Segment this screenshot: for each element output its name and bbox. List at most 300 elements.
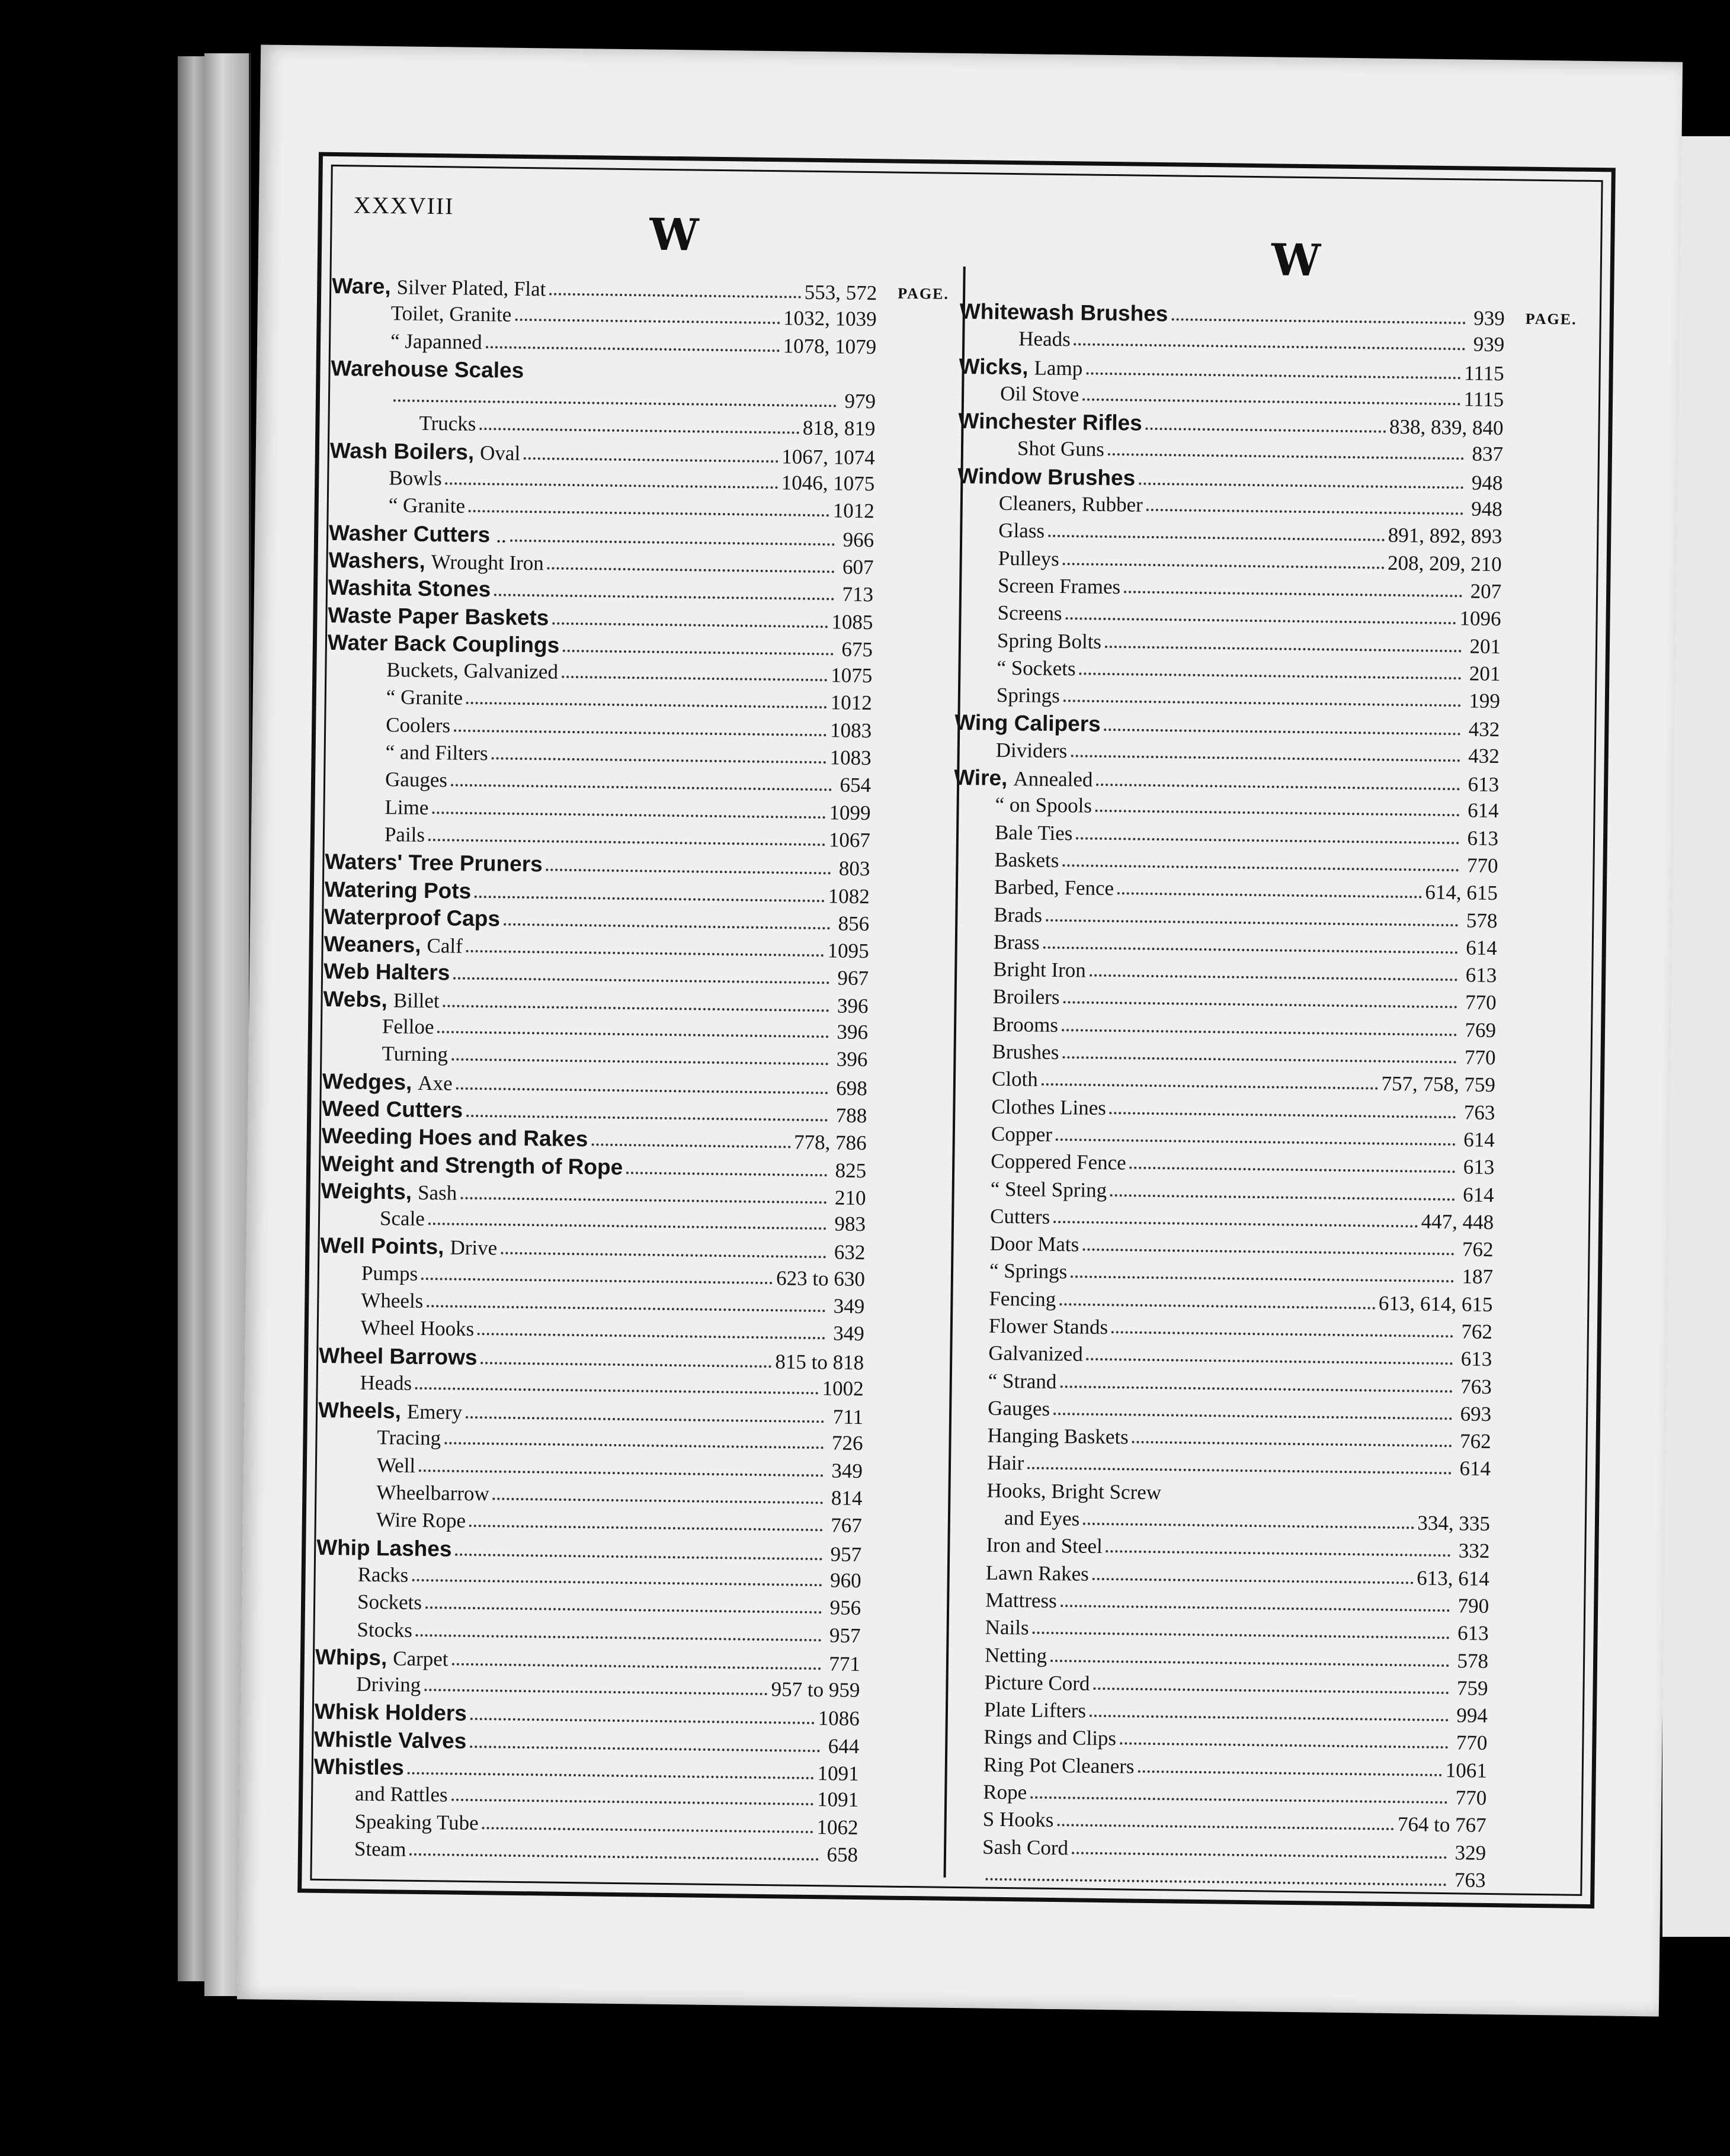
entry-subheading: Clothes Lines <box>991 1095 1107 1119</box>
dot-leader <box>1111 1331 1453 1337</box>
entry-page-number: 763 <box>1460 1374 1492 1398</box>
dot-leader <box>1095 810 1460 817</box>
entry-page-number: 960 <box>829 1568 861 1592</box>
entry-subheading: Speaking Tube <box>354 1810 479 1834</box>
dot-leader <box>504 923 830 929</box>
dot-leader <box>486 346 780 352</box>
dot-leader <box>1124 591 1462 597</box>
entry-subheading: Spring Bolts <box>997 628 1102 653</box>
entry-subheading: Coppered Fence <box>991 1149 1126 1175</box>
dot-leader <box>524 457 778 463</box>
entry-page-number: 713 <box>842 582 874 607</box>
entry-subheading: Picture Cord <box>984 1670 1090 1695</box>
entry-subheading: Sash Cord <box>982 1835 1069 1859</box>
entry-page-number: 939 <box>1473 332 1505 357</box>
dot-leader <box>469 510 829 516</box>
entry-heading: Watering Pots <box>324 877 472 903</box>
dot-leader <box>1110 1194 1455 1201</box>
entry-page-number: 966 <box>842 528 874 551</box>
entry-subheading: Stocks <box>357 1618 413 1642</box>
entry-page-number: 957 to 959 <box>771 1677 860 1702</box>
dot-leader <box>1065 617 1456 624</box>
dot-leader <box>1046 919 1458 926</box>
entry-page-number: 1002 <box>822 1377 864 1400</box>
entry-subheading: Sash <box>417 1180 457 1205</box>
entry-subheading: “ Sockets <box>997 656 1076 681</box>
entry-page-number: 856 <box>838 912 870 935</box>
dot-leader <box>985 1878 1446 1886</box>
dot-leader <box>482 1827 813 1833</box>
entry-subheading: Plate Lifters <box>983 1698 1087 1722</box>
dot-leader <box>393 399 837 407</box>
entry-subheading: “ on Spools <box>995 793 1093 818</box>
dot-leader <box>451 784 832 791</box>
entry-page-number: 815 to 818 <box>775 1349 864 1374</box>
dot-leader <box>547 567 835 573</box>
dot-leader <box>1093 1687 1449 1694</box>
dot-leader <box>1057 1824 1394 1830</box>
dot-leader <box>1139 482 1463 489</box>
dot-leader <box>1105 646 1462 652</box>
dot-leader <box>1061 1605 1450 1612</box>
right-column-letter: W <box>1271 235 1319 287</box>
entry-heading: Weaners, <box>323 932 421 958</box>
dot-leader <box>1093 1577 1414 1584</box>
entry-subheading: Copper <box>991 1122 1053 1146</box>
entry-subheading: .. <box>496 524 507 547</box>
dot-leader <box>1120 1743 1448 1749</box>
entry-subheading: Buckets, Galvanized <box>386 658 559 684</box>
entry-subheading: Pumps <box>361 1261 418 1285</box>
dot-leader <box>1063 563 1384 569</box>
entry-page-number: 396 <box>836 1047 868 1071</box>
entry-heading: Washer Cutters <box>328 520 491 547</box>
entry-page-number: 1032, 1039 <box>783 306 877 331</box>
entry-heading: Winchester Rifles <box>958 409 1142 435</box>
entry-page-number: 957 <box>829 1623 861 1647</box>
entry-subheading: Screen Frames <box>997 573 1121 599</box>
dot-leader <box>419 1470 824 1477</box>
entry-page-number: 332 <box>1458 1539 1490 1563</box>
entry-subheading: Brads <box>994 903 1043 927</box>
entry-page-number: 1095 <box>827 939 869 963</box>
entry-subheading: Wheel Hooks <box>360 1316 475 1341</box>
entry-page-number: 1099 <box>829 800 871 824</box>
entry-heading: Weights, <box>321 1178 412 1204</box>
entry-page-number: 769 <box>1465 1018 1497 1042</box>
entry-page-number: 788 <box>835 1103 867 1128</box>
entry-subheading: Netting <box>984 1643 1047 1667</box>
entry-subheading: Drive <box>450 1236 498 1260</box>
dot-leader <box>427 1305 825 1312</box>
entry-subheading: Pails <box>384 823 425 846</box>
dot-leader <box>456 1087 828 1094</box>
entry-subheading: Wire Rope <box>376 1508 466 1533</box>
dot-leader <box>1076 837 1459 844</box>
entry-page-number: 1012 <box>830 691 872 715</box>
entry-page-number: 1083 <box>829 746 872 770</box>
dot-leader <box>1082 1249 1454 1256</box>
entry-subheading: Mattress <box>985 1588 1058 1613</box>
right-page-header: PAGE. <box>1525 310 1577 328</box>
entry-subheading: and Eyes <box>1004 1506 1080 1531</box>
entry-heading: Warehouse Scales <box>331 355 524 383</box>
dot-leader <box>1090 974 1457 981</box>
entry-subheading: Cutters <box>989 1204 1050 1228</box>
dot-leader <box>1108 453 1464 460</box>
dot-leader <box>432 811 825 819</box>
entry-page-number: 693 <box>1460 1402 1492 1426</box>
dot-leader <box>454 729 826 736</box>
entry-heading: Whistles <box>313 1754 405 1780</box>
entry-heading: Whisk Holders <box>314 1699 467 1726</box>
dot-leader <box>1030 1796 1447 1804</box>
entry-page-number: 1083 <box>829 718 872 742</box>
entry-page-number: 698 <box>836 1076 868 1100</box>
dot-leader <box>1060 1385 1452 1393</box>
entry-subheading: Sockets <box>357 1590 422 1615</box>
entry-page-number: 623 to 630 <box>776 1266 866 1291</box>
dot-leader <box>492 757 826 763</box>
entry-subheading: Turning <box>382 1042 448 1066</box>
entry-page-number: 578 <box>1457 1648 1489 1673</box>
entry-subheading: Wheels <box>361 1288 424 1313</box>
dot-leader <box>466 950 824 957</box>
entry-page-number: 201 <box>1469 634 1501 658</box>
entry-subheading: Barbed, Fence <box>994 875 1114 900</box>
entry-subheading: Wrought Iron <box>431 550 544 575</box>
entry-page-number: 1082 <box>828 884 870 908</box>
dot-leader <box>408 1772 814 1779</box>
dot-leader <box>437 1031 829 1038</box>
dot-leader <box>1106 1550 1451 1557</box>
entry-heading: Well Points, <box>320 1233 444 1259</box>
entry-subheading: Oil Stove <box>999 381 1079 406</box>
entry-subheading: Driving <box>356 1672 421 1697</box>
dot-leader <box>1043 947 1457 954</box>
entry-subheading: Hooks, Bright Screw <box>986 1478 1162 1504</box>
entry-page-number: 396 <box>837 994 869 1018</box>
dot-leader <box>470 1746 820 1752</box>
entry-page-number: 994 <box>1456 1703 1488 1728</box>
entry-page-number: 349 <box>833 1321 864 1346</box>
dot-leader <box>501 1252 826 1259</box>
dot-leader <box>475 896 825 902</box>
page-numeral: XXXVIII <box>353 191 454 220</box>
entry-page-number: 614 <box>1467 798 1499 823</box>
entry-page-number: 979 <box>844 389 876 413</box>
entry-subheading: Shot Guns <box>1017 437 1105 461</box>
entry-page-number: 334, 335 <box>1417 1511 1491 1536</box>
dot-leader <box>1062 1029 1457 1036</box>
entry-page-number: 770 <box>1455 1786 1487 1810</box>
dot-leader <box>591 1144 790 1148</box>
entry-heading: Wash Boilers, <box>329 438 475 464</box>
entry-subheading: Rope <box>983 1780 1027 1804</box>
dot-leader <box>1096 784 1460 790</box>
entry-page-number: 1062 <box>816 1815 858 1839</box>
dot-leader <box>1062 1056 1456 1063</box>
dot-leader <box>1072 1852 1447 1859</box>
entry-subheading: S Hooks <box>982 1807 1054 1832</box>
entry-page-number: 818, 819 <box>802 416 876 441</box>
entry-page-number: 201 <box>1469 662 1501 685</box>
entry-page-number: 803 <box>838 856 870 881</box>
entry-page-number: 613 <box>1468 772 1500 797</box>
entry-page-number: 948 <box>1471 497 1503 521</box>
entry-page-number: 763 <box>1463 1101 1495 1124</box>
dot-leader <box>1083 1523 1414 1529</box>
entry-subheading: Silver Plated, Flat <box>396 275 546 301</box>
entry-page-number: 1078, 1079 <box>783 333 877 358</box>
dot-leader <box>479 428 799 435</box>
entry-subheading: Gauges <box>385 768 448 792</box>
entry-page-number: 207 <box>1470 579 1502 604</box>
entry-page-number: 762 <box>1461 1320 1493 1344</box>
entry-subheading: Brushes <box>992 1040 1059 1064</box>
entry-page-number: 553, 572 <box>804 280 877 305</box>
entry-page-number: 432 <box>1468 717 1500 742</box>
entry-subheading: Scale <box>379 1207 425 1231</box>
entry-page-number: 632 <box>834 1240 866 1265</box>
entry-page-number: 654 <box>840 773 872 797</box>
entry-page-number: 210 <box>834 1186 866 1209</box>
entry-subheading: Carpet <box>393 1647 448 1671</box>
dot-leader <box>1053 1413 1452 1420</box>
entry-page-number: 1115 <box>1463 387 1504 412</box>
entry-heading: Wicks, <box>959 354 1029 379</box>
entry-page-number: 614 <box>1462 1182 1494 1207</box>
entry-page-number: 614 <box>1459 1456 1491 1481</box>
entry-page-number: 613, 614 <box>1417 1566 1490 1590</box>
entry-subheading: Springs <box>996 683 1061 708</box>
entry-page-number: 1075 <box>831 663 873 688</box>
right-index-column <box>940 299 1505 1896</box>
entry-subheading: and Rattles <box>354 1782 448 1807</box>
dot-leader <box>494 594 834 601</box>
dot-leader <box>1062 864 1459 871</box>
entry-page-number: 814 <box>831 1486 863 1510</box>
entry-page-number: 891, 892, 893 <box>1388 524 1502 548</box>
entry-subheading: “ Granite <box>386 685 463 710</box>
entry-subheading: Felloe <box>382 1015 434 1039</box>
entry-page-number: 770 <box>1456 1731 1488 1755</box>
entry-page-number: 1067 <box>828 828 871 852</box>
dot-leader <box>515 319 780 324</box>
entry-page-number <box>840 381 876 382</box>
entry-subheading: Bright Iron <box>993 957 1087 982</box>
entry-subheading: Brooms <box>992 1012 1059 1037</box>
entry-page-number: 447, 448 <box>1421 1209 1494 1234</box>
entry-page-number: 967 <box>837 966 869 990</box>
dot-leader <box>443 1005 829 1012</box>
entry-heading: Whistle Valves <box>314 1727 467 1753</box>
dot-leader <box>1053 1221 1417 1228</box>
entry-page-number: 613 <box>1457 1621 1489 1645</box>
entry-subheading: Nails <box>985 1615 1029 1640</box>
dot-leader <box>1090 1715 1449 1721</box>
entry-heading: Water Back Couplings <box>327 630 560 657</box>
dot-leader <box>546 869 831 875</box>
dot-leader <box>549 293 800 298</box>
index-page <box>237 44 1683 2016</box>
dot-leader <box>460 1197 826 1204</box>
entry-page-number: 1115 <box>1463 361 1504 385</box>
dot-leader <box>466 1115 828 1121</box>
entry-subheading: Toilet, Granite <box>390 301 512 326</box>
entry-subheading: Brass <box>993 930 1040 954</box>
dot-leader <box>451 1663 821 1670</box>
entry-subheading: Baskets <box>994 848 1059 872</box>
entry-subheading: Oval <box>479 441 521 465</box>
entry-heading: Weight and Strength of Rope <box>321 1151 623 1179</box>
entry-subheading: Galvanized <box>988 1341 1083 1366</box>
entry-heading: Washers, <box>328 547 426 573</box>
dot-leader <box>626 1172 827 1176</box>
entry-subheading: Dividers <box>995 738 1068 762</box>
entry-page-number: 613, 614, 615 <box>1378 1291 1493 1316</box>
entry-heading: Wheels, <box>318 1397 402 1423</box>
entry-page-number: 329 <box>1455 1840 1486 1865</box>
entry-page-number: 790 <box>1457 1594 1489 1618</box>
entry-page-number: 199 <box>1469 689 1501 713</box>
dot-leader <box>1042 1083 1378 1090</box>
dot-leader <box>1146 509 1463 515</box>
entry-heading: Web Halters <box>323 959 450 985</box>
entry-heading: Whip Lashes <box>316 1535 452 1561</box>
dot-leader <box>428 1223 826 1230</box>
entry-page-number: 349 <box>833 1294 865 1318</box>
entry-subheading: Hanging Baskets <box>987 1423 1129 1449</box>
dot-leader <box>470 1718 815 1724</box>
entry-subheading: Calf <box>427 934 463 958</box>
entry-subheading: Coolers <box>386 713 451 737</box>
dot-leader <box>455 1553 822 1560</box>
entry-subheading: Broilers <box>992 985 1060 1009</box>
dot-leader <box>1032 1632 1449 1640</box>
entry-subheading: “ Springs <box>989 1259 1068 1284</box>
entry-heading: Whips, <box>315 1644 387 1670</box>
dot-leader <box>1079 672 1462 679</box>
entry-page-number: 771 <box>829 1652 861 1676</box>
entry-page-number: 770 <box>1466 854 1498 878</box>
entry-page-number: 349 <box>831 1459 863 1483</box>
entry-page-number: 939 <box>1473 306 1505 331</box>
entry-subheading: “ Granite <box>388 493 466 518</box>
entry-subheading: Bale Ties <box>994 820 1073 845</box>
dot-leader <box>1071 1276 1454 1283</box>
dot-leader <box>451 1058 828 1066</box>
dot-leader <box>444 1442 824 1449</box>
entry-page-number: 396 <box>837 1020 869 1044</box>
entry-page-number: 956 <box>829 1596 861 1620</box>
entry-heading: Ware, <box>332 273 391 299</box>
dot-leader <box>424 1689 767 1695</box>
dot-leader <box>1059 1303 1375 1310</box>
entry-subheading: Hair <box>986 1451 1024 1475</box>
entry-subheading: Cleaners, Rubber <box>998 491 1143 516</box>
entry-page-number: 187 <box>1462 1265 1494 1289</box>
entry-page-number: 957 <box>830 1542 862 1566</box>
dot-leader <box>1074 344 1466 351</box>
dot-leader <box>480 1362 771 1368</box>
entry-page-number: 644 <box>828 1734 860 1758</box>
entry-heading: Washita Stones <box>328 575 491 602</box>
entry-page-number: 1012 <box>832 499 874 523</box>
dot-leader <box>1132 1441 1452 1448</box>
dot-leader <box>1130 1167 1456 1173</box>
entry-subheading: Iron and Steel <box>986 1533 1103 1558</box>
dot-leader <box>1110 1112 1456 1118</box>
dot-leader <box>1082 398 1460 405</box>
dot-leader <box>421 1278 773 1284</box>
entry-subheading: Screens <box>997 601 1062 625</box>
entry-page-number: 613 <box>1465 963 1497 987</box>
entry-heading: Window Brushes <box>957 463 1136 490</box>
entry-subheading: Tracing <box>377 1426 441 1450</box>
entry-page-number: 762 <box>1462 1237 1494 1262</box>
dot-leader <box>446 482 778 489</box>
entry-subheading: Cloth <box>991 1067 1039 1091</box>
dot-leader <box>1104 729 1461 735</box>
entry-subheading: Emery <box>406 1400 463 1424</box>
dot-leader <box>1048 535 1385 541</box>
entry-subheading: Annealed <box>1013 767 1093 791</box>
entry-page-number: 763 <box>1454 1868 1486 1892</box>
entry-page-number: 1067, 1074 <box>781 445 876 469</box>
entry-subheading: “ and Filters <box>385 740 488 765</box>
entry-page-number: 711 <box>832 1405 864 1429</box>
dot-leader <box>1050 1659 1449 1666</box>
entry-subheading: Rings and Clips <box>983 1725 1117 1750</box>
dot-leader <box>1146 428 1386 433</box>
dot-leader <box>469 1525 823 1531</box>
entry-page-number: 613 <box>1460 1347 1492 1371</box>
dot-leader <box>1086 372 1460 379</box>
entry-page-number: 607 <box>842 555 874 579</box>
entry-heading: Whitewash Brushes <box>959 299 1168 326</box>
dot-leader <box>478 1333 825 1339</box>
entry-subheading: Steam <box>354 1837 406 1861</box>
entry-page-number: 1085 <box>831 609 873 634</box>
entry-page-number: 578 <box>1466 908 1498 932</box>
entry-page-number: 948 <box>1471 471 1503 495</box>
entry-page-number: 770 <box>1464 1045 1496 1070</box>
entry-heading: Waterproof Caps <box>324 904 501 931</box>
entry-heading: Wing Calipers <box>954 710 1101 737</box>
entry-page-number: 764 to 767 <box>1397 1812 1486 1837</box>
entry-subheading: “ Japanned <box>390 329 482 354</box>
entry-subheading: Heads <box>360 1371 412 1395</box>
entry-heading: Webs, <box>323 986 388 1012</box>
dot-leader <box>1063 1002 1457 1009</box>
entry-page-number: 1091 <box>816 1788 859 1812</box>
entry-page-number: 726 <box>831 1431 863 1455</box>
entry-subheading: Wheelbarrow <box>376 1481 490 1506</box>
entry-page-number: 778, 786 <box>793 1130 867 1155</box>
dot-leader <box>451 1799 814 1805</box>
entry-page-number: 825 <box>835 1158 867 1182</box>
entry-page-number: 1091 <box>817 1762 859 1786</box>
dot-leader <box>1027 1467 1452 1475</box>
entry-page-number: 432 <box>1468 744 1500 768</box>
left-column-letter: W <box>649 209 697 261</box>
entry-page-number: 675 <box>841 637 873 662</box>
dot-leader <box>1138 1770 1441 1776</box>
entry-page-number: 614 <box>1463 1128 1495 1151</box>
dot-leader <box>412 1579 822 1586</box>
entry-subheading: “ Steel Spring <box>990 1177 1107 1202</box>
